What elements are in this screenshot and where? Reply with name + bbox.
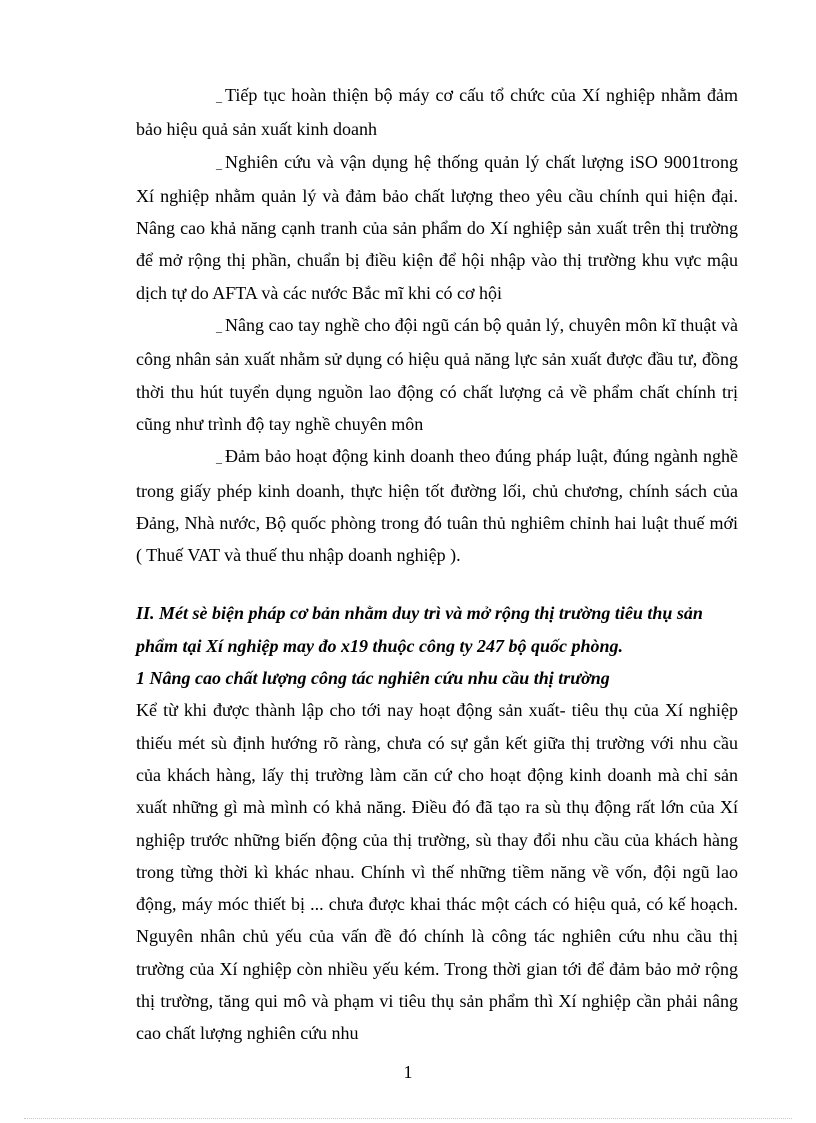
bullet-paragraph-2 (136, 146, 738, 309)
bullet-paragraph-1 (136, 79, 738, 146)
page-number: 1 (403, 1062, 413, 1082)
bullet-dash: _ (216, 451, 222, 466)
section-spacer (136, 571, 738, 597)
page-bottom-divider (24, 1118, 792, 1119)
bullet-dash: _ (216, 90, 222, 104)
bullet-paragraph-3 (136, 309, 738, 440)
section-heading: II. Mét sè biện pháp cơ bản nhằm duy trì và mở rộng thị trường tiêu thụ sản phẩm tại Xí nghiệp may đo x19 thuộc công ty 247 bộ quốc phòng. (136, 603, 703, 656)
page-content (136, 79, 738, 1050)
bullet-paragraph-4 (136, 440, 738, 571)
bullet-text: Tiếp tục hoàn thiện bộ máy cơ cấu tổ chức của Xí nghiệp nhằm đảm bảo hiệu quả sản xuất kinh doanh (136, 85, 738, 140)
bullet-dash: _ (216, 320, 222, 335)
bullet-dash: _ (216, 156, 222, 171)
body-paragraph: Kể từ khi được thành lập cho tới nay hoạt động sản xuất- tiêu thụ của Xí nghiệp thiếu mét sù định hướng rõ ràng, chưa có sự gắn kết giữa thị trường với nhu cầu của khách hàng, lấy thị trường làm căn cứ cho hoạt động kinh doanh mà chỉ sản xuất những gì mà mình có khả năng. Điều đó đã tạo ra sù thụ động rất lớn của Xí nghiệp trước những biến động của thị trường, sù thay đổi nhu cầu của khách hàng trong từng thời kì khác nhau. Chính vì thế những tiềm năng về vốn, đội ngũ lao động, máy móc thiết bị ... chưa được khai thác một cách có hiệu quả, có kế hoạch. Nguyên nhân chủ yếu của vấn đề đó chính là công tác nghiên cứu nhu cầu thị trường của Xí nghiệp còn nhiều yếu kém. Trong thời gian tới để đảm bảo mở rộng thị trường, tăng qui mô và phạm vi tiêu thụ sản phẩm thì Xí nghiệp cần phải nâng cao chất lượng nghiên cứu nhu (136, 700, 738, 1044)
bullet-text: Đảm bảo hoạt động kinh doanh theo đúng pháp luật, đúng ngành nghề trong giấy phép kinh doanh, thực hiện tốt đường lối, chủ chương, chính sách của Đảng, Nhà nước, Bộ quốc phòng trong đó tuân thủ nghiêm chỉnh hai luật thuế mới ( Thuế VAT và thuế thu nhập doanh nghiệp ). (136, 446, 738, 566)
subsection-heading: 1 Nâng cao chất lượng công tác nghiên cứu nhu cầu thị trường (136, 668, 610, 689)
bullet-text: Nâng cao tay nghề cho đội ngũ cán bộ quản lý, chuyên môn kĩ thuật và công nhân sản xuất nhằm sử dụng có hiệu quả năng lực sản xuất được đầu tư, đồng thời thu hút tuyển dụng nguồn lao động có chất lượng cả về phẩm chất chính trị cũng như trình độ tay nghề chuyên môn (136, 315, 738, 434)
bullet-text: Nghiên cứu và vận dụng hệ thống quản lý chất lượng iSO 9001trong Xí nghiệp nhằm quản lý và đảm bảo chất lượng theo yêu cầu chính qui hiện đại. Nâng cao khả năng cạnh tranh của sản phẩm do Xí nghiệp sản xuất trên thị trường để mở rộng thị phần, chuẩn bị điều kiện để hội nhập vào thị trường khu vực mậu dịch tự do AFTA và các nước Bắc mĩ khi có cơ hội (136, 151, 738, 303)
